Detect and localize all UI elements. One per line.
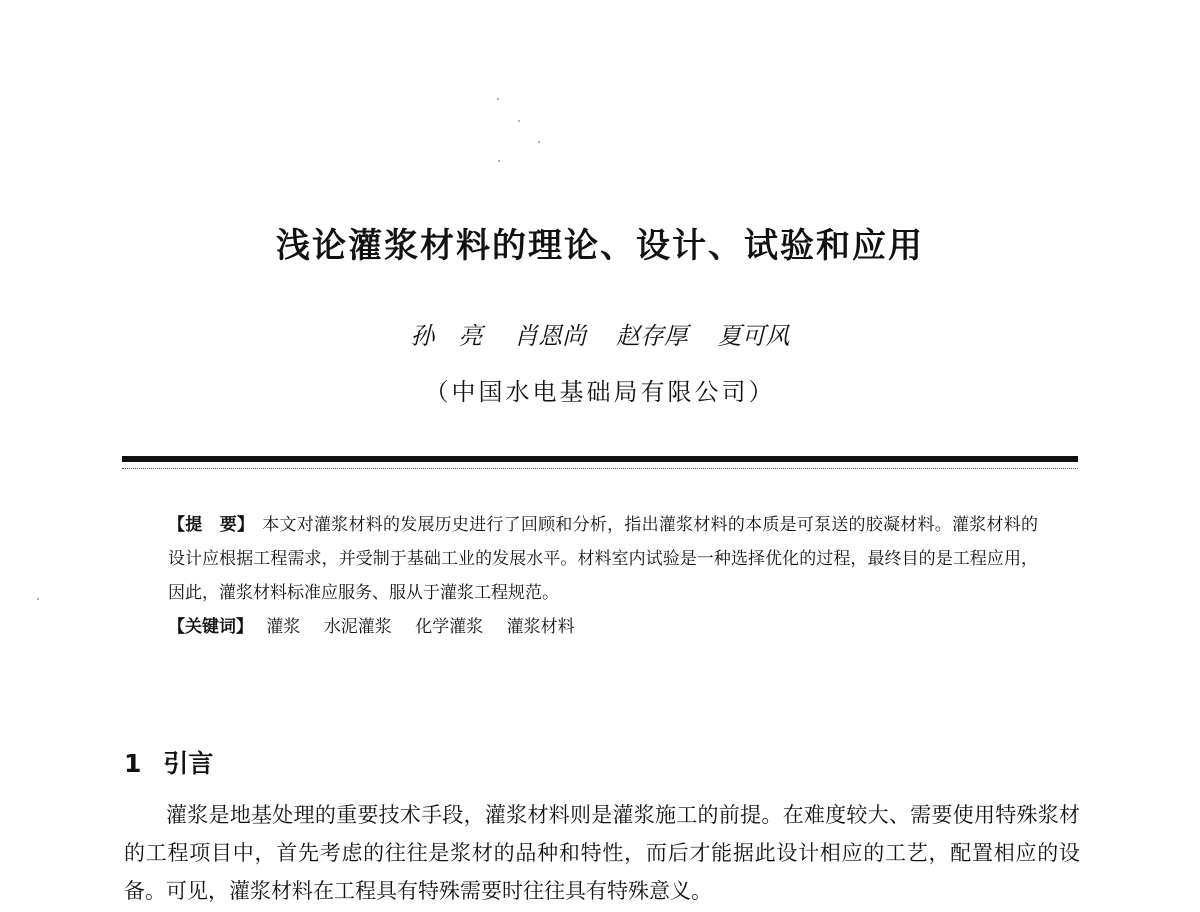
- author-name: 夏可风: [717, 322, 790, 350]
- header-rule-thick: [122, 456, 1078, 462]
- scan-dot: [538, 141, 540, 143]
- scan-dot: [497, 98, 499, 100]
- scan-dot: [37, 598, 39, 600]
- body-paragraph: 灌浆是地基处理的重要技术手段，灌浆材料则是灌浆施工的前提。在难度较大、需要使用特殊浆材的工程项目中，首先考虑的往往是浆材的品种和特性，而后才能据此设计相应的工艺，配置相应的设备。可见，灌浆材料在工程具有特殊需要时往往具有特殊意义。: [124, 803, 1080, 903]
- scan-dot: [518, 120, 520, 122]
- abstract-block: [168, 508, 1038, 644]
- keyword: 化学灌浆: [415, 617, 484, 637]
- header-rule-dotted: [122, 468, 1078, 469]
- abstract-paragraph: [168, 508, 1038, 610]
- body-text: [124, 796, 1080, 910]
- keyword: 水泥灌浆: [323, 617, 392, 637]
- keywords-line: [168, 610, 1038, 644]
- keyword: 灌浆材料: [506, 617, 575, 637]
- section-number: 1: [124, 749, 142, 778]
- abstract-label: 【提 要】: [168, 515, 255, 535]
- keywords-label: 【关键词】: [168, 617, 253, 637]
- author-name: 肖恩尚: [514, 322, 587, 350]
- affiliation: （中国水电基础局有限公司）: [424, 378, 776, 406]
- section-title: 引言: [163, 749, 214, 778]
- paper-title: 浅论灌浆材料的理论、设计、试验和应用: [276, 226, 924, 266]
- keyword: 灌浆: [266, 617, 301, 637]
- scan-dot: [498, 160, 500, 162]
- author-name: 孙 亮: [410, 322, 483, 350]
- section-heading: [124, 744, 213, 780]
- author-list: [0, 316, 1200, 351]
- abstract-text: 本文对灌浆材料的发展历史进行了回顾和分析，指出灌浆材料的本质是可泵送的胶凝材料。灌浆材料的设计应根据工程需求，并受制于基础工业的发展水平。材料室内试验是一种选择优化的过程，最终目的是工程应用，因此，灌浆材料标准应服务、服从于灌浆工程规范。: [168, 515, 1039, 603]
- author-name: 赵存厚: [615, 322, 688, 350]
